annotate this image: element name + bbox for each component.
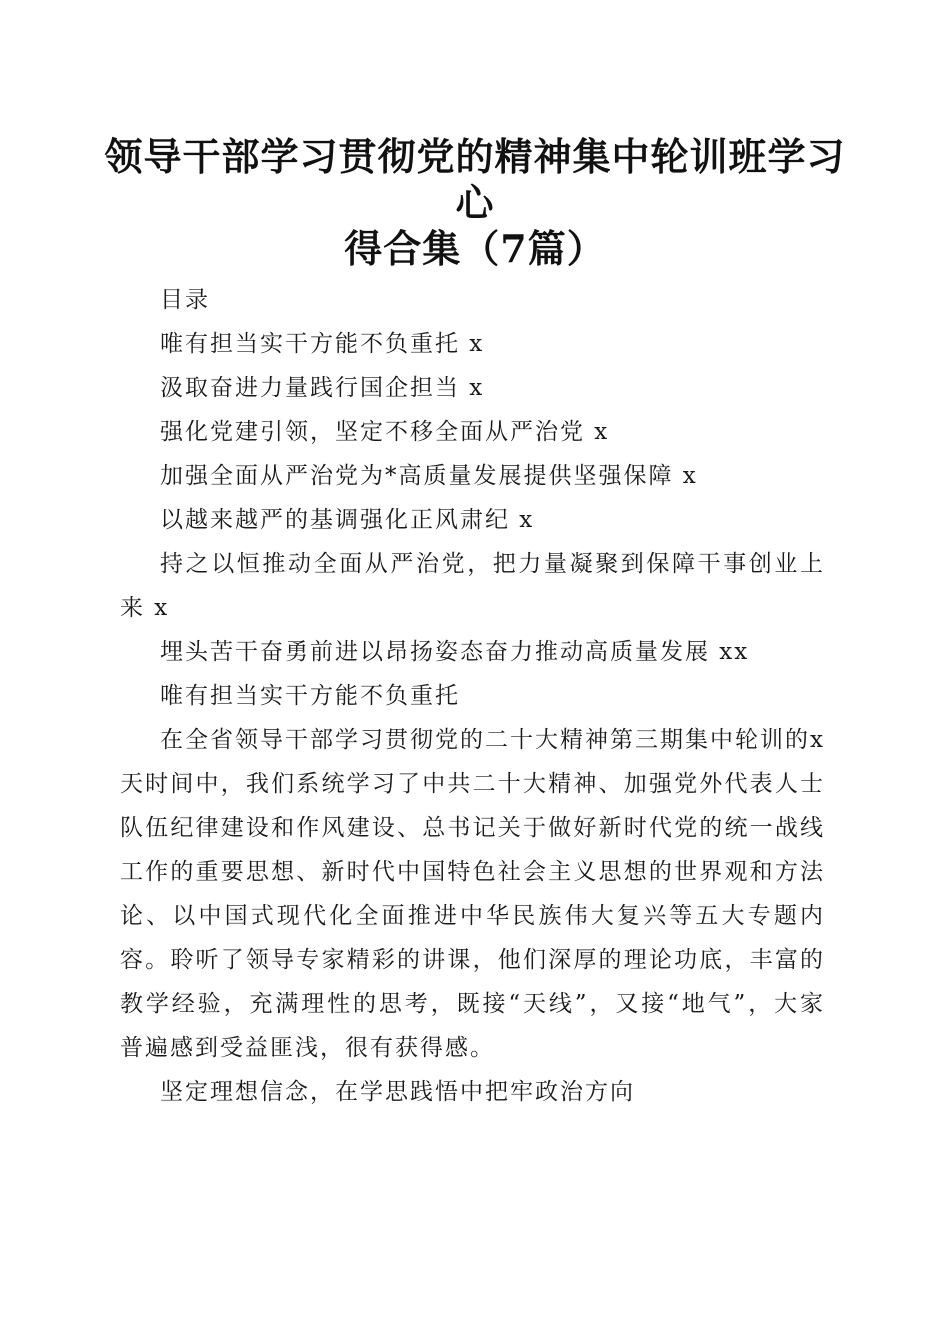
document-body [120,278,825,1114]
title-line-1: 领导干部学习贯彻党的精神集中轮训班学习心 [104,134,846,225]
toc-heading: 目录 [160,287,210,313]
title-line-2: 得合集（7篇） [344,226,606,271]
toc-item: 持之以恒推动全面从严治党，把力量凝聚到保障干事创业上来 x [120,551,825,621]
toc-item: 埋头苦干奋勇前进以昂扬姿态奋力推动高质量发展 xx [160,639,750,665]
section-title: 唯有担当实干方能不负重托 [160,683,460,709]
subheading: 坚定理想信念，在学思践悟中把牢政治方向 [160,1079,635,1105]
toc-item: 强化党建引领，坚定不移全面从严治党 x [160,419,610,445]
toc-item: 汲取奋进力量践行国企担当 x [160,375,485,401]
toc-item: 以越来越严的基调强化正风肃纪 x [160,507,535,533]
paragraph: 在全省领导干部学习贯彻党的二十大精神第三期集中轮训的x天时间中，我们系统学习了中共二十大精神、加强党外代表人士队伍纪律建设和作风建设、总书记关于做好新时代党的统一战线工作的重要思想、新时代中国特色社会主义思想的世界观和方法论、以中国式现代化全面推进中华民族伟大复兴等五大专题内容。聆听了领导专家精彩的讲课，他们深厚的理论功底，丰富的教学经验，充满理性的思考，既接“天线”，又接“地气”，大家普遍感到受益匪浅，很有获得感。 [120,727,825,1061]
document-title [100,134,850,272]
toc-item: 加强全面从严治党为*高质量发展提供坚强保障 x [160,463,698,489]
toc-item: 唯有担当实干方能不负重托 x [160,331,485,357]
